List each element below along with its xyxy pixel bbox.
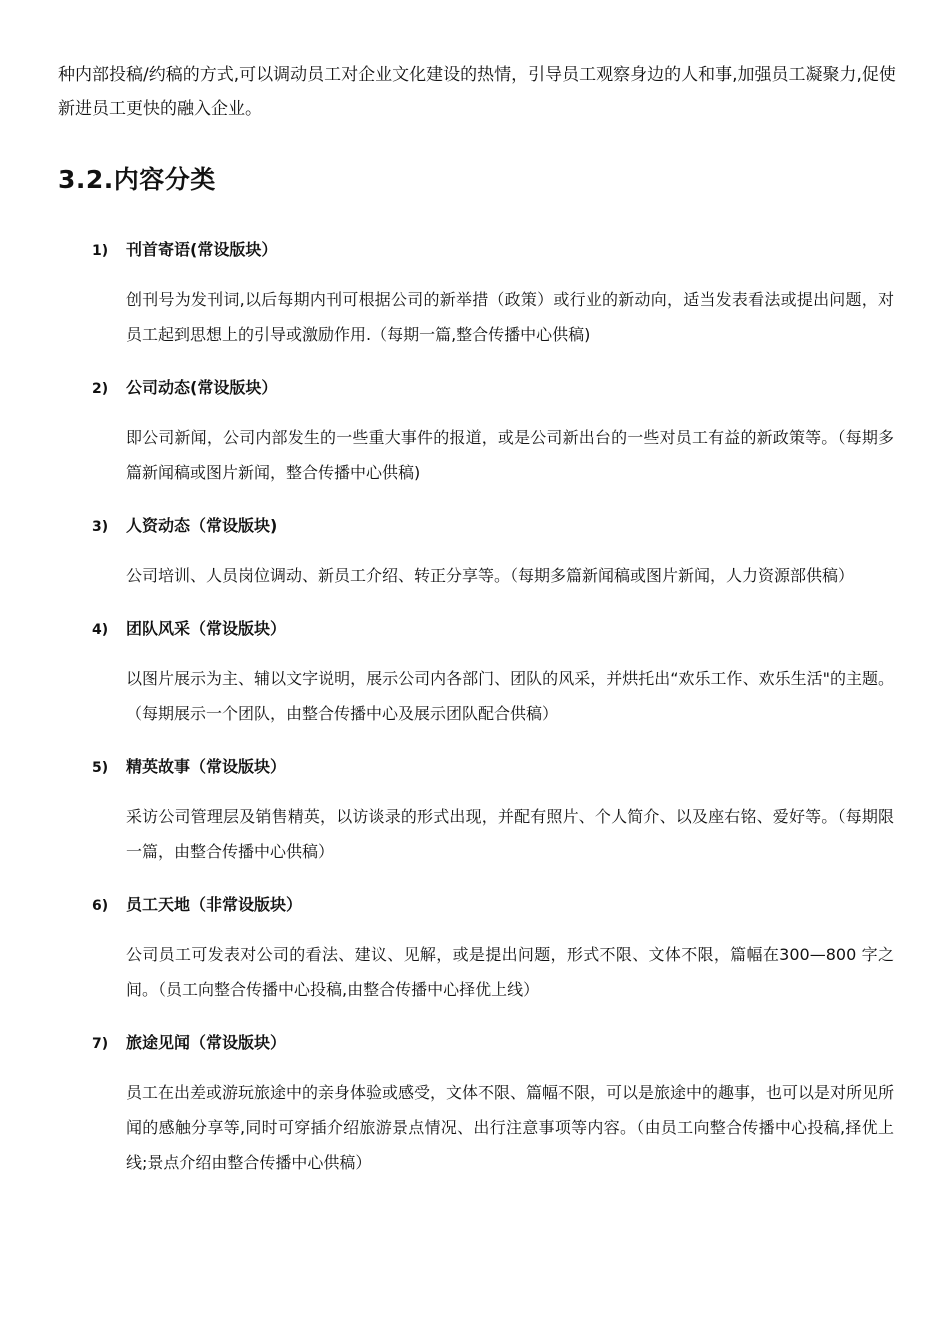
list-item-title: 旅途见闻（常设版块）: [126, 1033, 287, 1052]
list-item-number: 4): [92, 622, 109, 638]
list-item: [0, 747, 950, 869]
list-item-number: 7): [92, 1036, 109, 1052]
list-item-heading: [0, 506, 950, 546]
list-item-body: 员工在出差或游玩旅途中的亲身体验或感受，文体不限、篇幅不限，可以是旅途中的趣事，也可以是对所见所闻的感触分享等,同时可穿插介绍旅游景点情况、出行注意事项等内容。（由员工向整合传播中心投稿,择优上线;景点介绍由整合传播中心供稿）: [126, 1083, 895, 1172]
list-item-body: 以图片展示为主、辅以文字说明，展示公司内各部门、团队的风采，并烘托出“欢乐工作、欢乐生活"的主题。（每期展示一个团队，由整合传播中心及展示团队配合供稿）: [126, 669, 894, 723]
list-item-body: 即公司新闻，公司内部发生的一些重大事件的报道，或是公司新出台的一些对员工有益的新政策等。（每期多篇新闻稿或图片新闻，整合传播中心供稿): [126, 428, 894, 482]
section-heading: 3.2.内容分类: [58, 165, 216, 194]
list-item-heading: [0, 609, 950, 649]
list-item: [0, 506, 950, 593]
list-item-title: 人资动态（常设版块): [126, 516, 278, 535]
list-item: [0, 609, 950, 731]
list-item: [0, 230, 950, 352]
list-item-number: 3): [92, 519, 109, 535]
list-item-heading: [0, 368, 950, 408]
list-item-number: 2): [92, 381, 109, 397]
list-item-heading: [0, 747, 950, 787]
list-item-body: 创刊号为发刊词,以后每期内刊可根据公司的新举措（政策）或行业的新动向，适当发表看法或提出问题，对员工起到思想上的引导或激励作用.（每期一篇,整合传播中心供稿): [126, 290, 894, 344]
list-item-body: 公司培训、人员岗位调动、新员工介绍、转正分享等。（每期多篇新闻稿或图片新闻，人力资源部供稿）: [126, 566, 855, 585]
intro-paragraph: 种内部投稿/约稿的方式,可以调动员工对企业文化建设的热情，引导员工观察身边的人和事,加强员工凝聚力,促使新进员工更快的融入企业。: [58, 65, 896, 119]
list-item-number: 5): [92, 760, 109, 776]
list-item-title: 团队风采（常设版块）: [126, 619, 287, 638]
content-category-list: [0, 230, 950, 1196]
list-item-heading: [0, 1023, 950, 1063]
list-item-title: 员工天地（非常设版块）: [126, 895, 303, 914]
list-item-heading: [0, 230, 950, 270]
list-item-title: 精英故事（常设版块）: [126, 757, 287, 776]
list-item-body: 采访公司管理层及销售精英，以访谈录的形式出现，并配有照片、个人简介、以及座右铭、爱好等。（每期限一篇，由整合传播中心供稿）: [126, 807, 894, 861]
list-item-number: 6): [92, 898, 109, 914]
list-item: [0, 885, 950, 1007]
list-item-body: 公司员工可发表对公司的看法、建议、见解，或是提出问题，形式不限、文体不限，篇幅在300—800 字之间。（员工向整合传播中心投稿,由整合传播中心择优上线）: [126, 945, 894, 999]
list-item: [0, 1023, 950, 1180]
list-item-number: 1): [92, 243, 109, 259]
list-item: [0, 368, 950, 490]
list-item-title: 刊首寄语(常设版块）: [126, 240, 278, 259]
list-item-title: 公司动态(常设版块）: [126, 378, 278, 397]
list-item-heading: [0, 885, 950, 925]
